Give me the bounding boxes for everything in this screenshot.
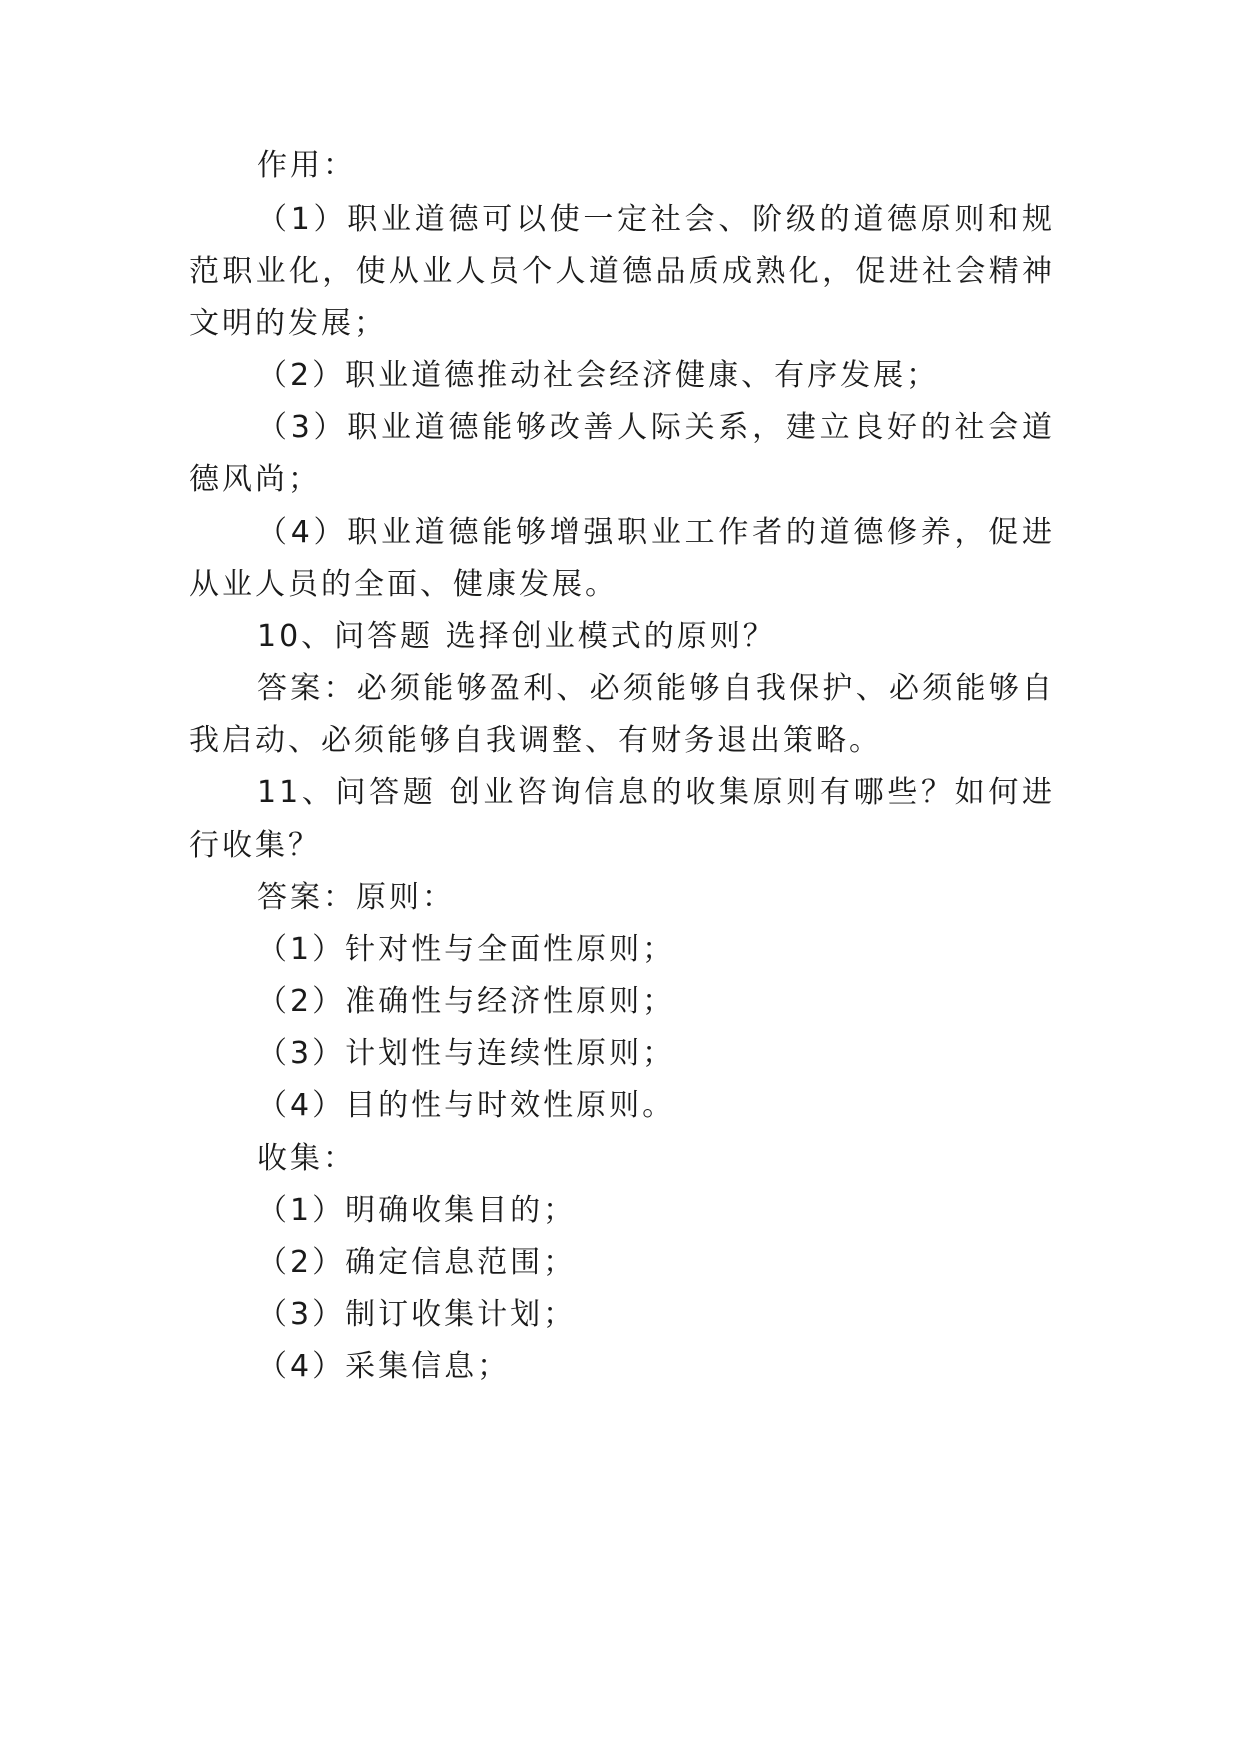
answer-line: 答案：原则： (257, 880, 455, 915)
list-item: （3）制订收集计划； (257, 1297, 577, 1332)
text-line: （2）职业道德推动社会经济健康、有序发展； (257, 358, 940, 393)
answer-line: 答案：必须能够盈利、必须能够自我保护、必须能够自 (257, 671, 1055, 706)
list-item: （2）准确性与经济性原则； (257, 984, 676, 1019)
text-line: 从业人员的全面、健康发展。 (189, 567, 618, 602)
text-line: 收集： (257, 1141, 356, 1176)
text-line: （1）职业道德可以使一定社会、阶级的道德原则和规 (257, 202, 1055, 237)
text-line: （4）职业道德能够增强职业工作者的道德修养，促进 (257, 515, 1055, 550)
question-heading: 11、问答题 创业咨询信息的收集原则有哪些？如何进 (257, 775, 1055, 810)
list-item: （3）计划性与连续性原则； (257, 1036, 676, 1071)
answer-line: 我启动、必须能够自我调整、有财务退出策略。 (189, 723, 882, 758)
list-item: （1）明确收集目的； (257, 1193, 577, 1228)
text-line: 文明的发展； (189, 306, 387, 341)
list-item: （2）确定信息范围； (257, 1245, 577, 1280)
list-item: （4）目的性与时效性原则。 (257, 1088, 676, 1123)
text-line: 作用： (257, 148, 356, 183)
text-line: 德风尚； (189, 462, 321, 497)
text-line: （3）职业道德能够改善人际关系，建立良好的社会道 (257, 410, 1055, 445)
question-heading: 10、问答题 选择创业模式的原则？ (257, 619, 776, 654)
list-item: （4）采集信息； (257, 1349, 511, 1384)
text-line: 范职业化，使从业人员个人道德品质成熟化，促进社会精神 (189, 254, 1055, 289)
question-heading: 行收集？ (189, 828, 321, 863)
list-item: （1）针对性与全面性原则； (257, 932, 676, 967)
